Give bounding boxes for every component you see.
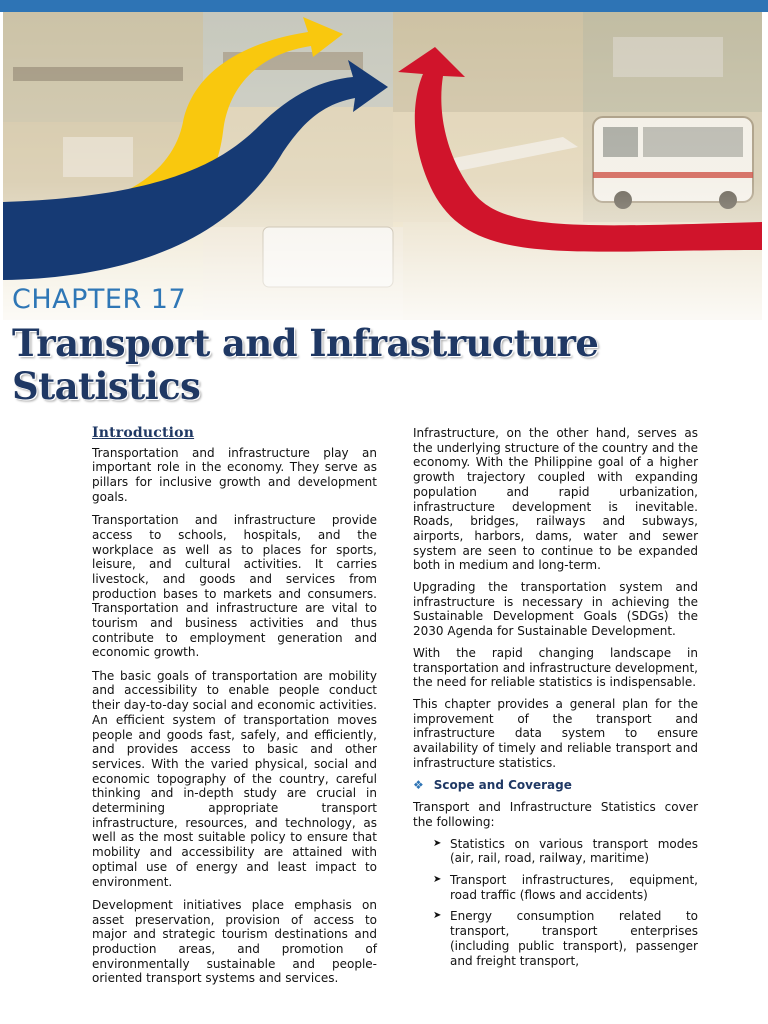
title-line-1: Transport and Infrastructure — [12, 321, 599, 365]
arrow-bullet-icon: ➤ — [433, 910, 442, 922]
list-item — [413, 873, 698, 902]
top-color-bar — [0, 0, 768, 12]
paragraph: Development initiatives place emphasis on asset preservation, provision of access to major and strategic tourism destinations and production areas, and promotion of environmentally sustainable and people-oriented transport systems and services. — [92, 897, 377, 986]
list-item — [413, 837, 698, 866]
title-line-2: Statistics — [12, 364, 201, 408]
scope-intro: Transport and Infrastructure Statistics cover the following: — [413, 800, 698, 829]
paragraph: The basic goals of transportation are mobility and accessibility to enable people conduct their day-to-day social and economic activities. An efficient system of transportation moves people and goods fast, safely, and efficiently, and provides access to basic and other services. With the varied physical, social and economic topography of the country, careful thinking and in-depth study are crucial in determining appropriate transport infrastructure, resources, and technology, as well as the most suitable policy to ensure that mobility and accessibility are attained with optimal use of energy and least impact to environment. — [92, 668, 377, 889]
arrow-bullet-icon: ➤ — [433, 873, 442, 885]
chapter-banner-collage — [3, 12, 762, 320]
diamond-bullet-icon: ❖ — [413, 778, 424, 793]
scope-heading-label: Scope and Coverage — [433, 778, 572, 793]
paragraph: Transportation and infrastructure provide access to schools, hospitals, and the workplace as well as to places for sports, leisure, and cultural activities. It carries livestock, and goods and services from production bases to markets and consumers. Transportation and infrastructure are vital to tourism and business activities and thus contribute to employment generation and economic growth. — [92, 513, 377, 660]
paragraph: With the rapid changing landscape in transportation and infrastructure development, the need for reliable statistics is indispensable. — [413, 645, 698, 690]
chapter-label: CHAPTER 17 — [12, 284, 187, 315]
scope-heading — [413, 778, 698, 793]
scope-list — [413, 837, 698, 969]
introduction-heading: Introduction — [92, 425, 195, 441]
arrow-bullet-icon: ➤ — [433, 837, 442, 849]
paragraph: Transportation and infrastructure play an important role in the economy. They serve as pillars for inclusive growth and development goals. — [92, 445, 377, 504]
banner-illustration — [3, 12, 762, 320]
list-item — [413, 909, 698, 968]
paragraph: Infrastructure, on the other hand, serves as the underlying structure of the country and the economy. With the Philippine goal of a higher growth trajectory coupled with expanding population and rapid urbanization, infrastructure development is inevitable. Roads, bridges, railways and subways, airports, harbors, dams, water and sewer system are seen to continue to be expanded both in medium and long-term. — [413, 426, 698, 573]
paragraph: This chapter provides a general plan for the improvement of the transport and infrastructure data system to ensure availability of timely and reliable transport and infrastructure statistics. — [413, 696, 698, 770]
page-title — [12, 322, 598, 408]
list-item-text: Statistics on various transport modes (air, rail, road, railway, maritime) — [450, 836, 698, 866]
right-column — [413, 426, 698, 975]
left-column — [92, 426, 377, 995]
list-item-text: Energy consumption related to transport, transport enterprises (including public transport), passenger and freight transport, — [450, 909, 698, 968]
list-item-text: Transport infrastructures, equipment, road traffic (flows and accidents) — [450, 872, 698, 902]
paragraph: Upgrading the transportation system and infrastructure is necessary in achieving the Sustainable Development Goals (SDGs) the 2030 Agenda for Sustainable Development. — [413, 580, 698, 639]
